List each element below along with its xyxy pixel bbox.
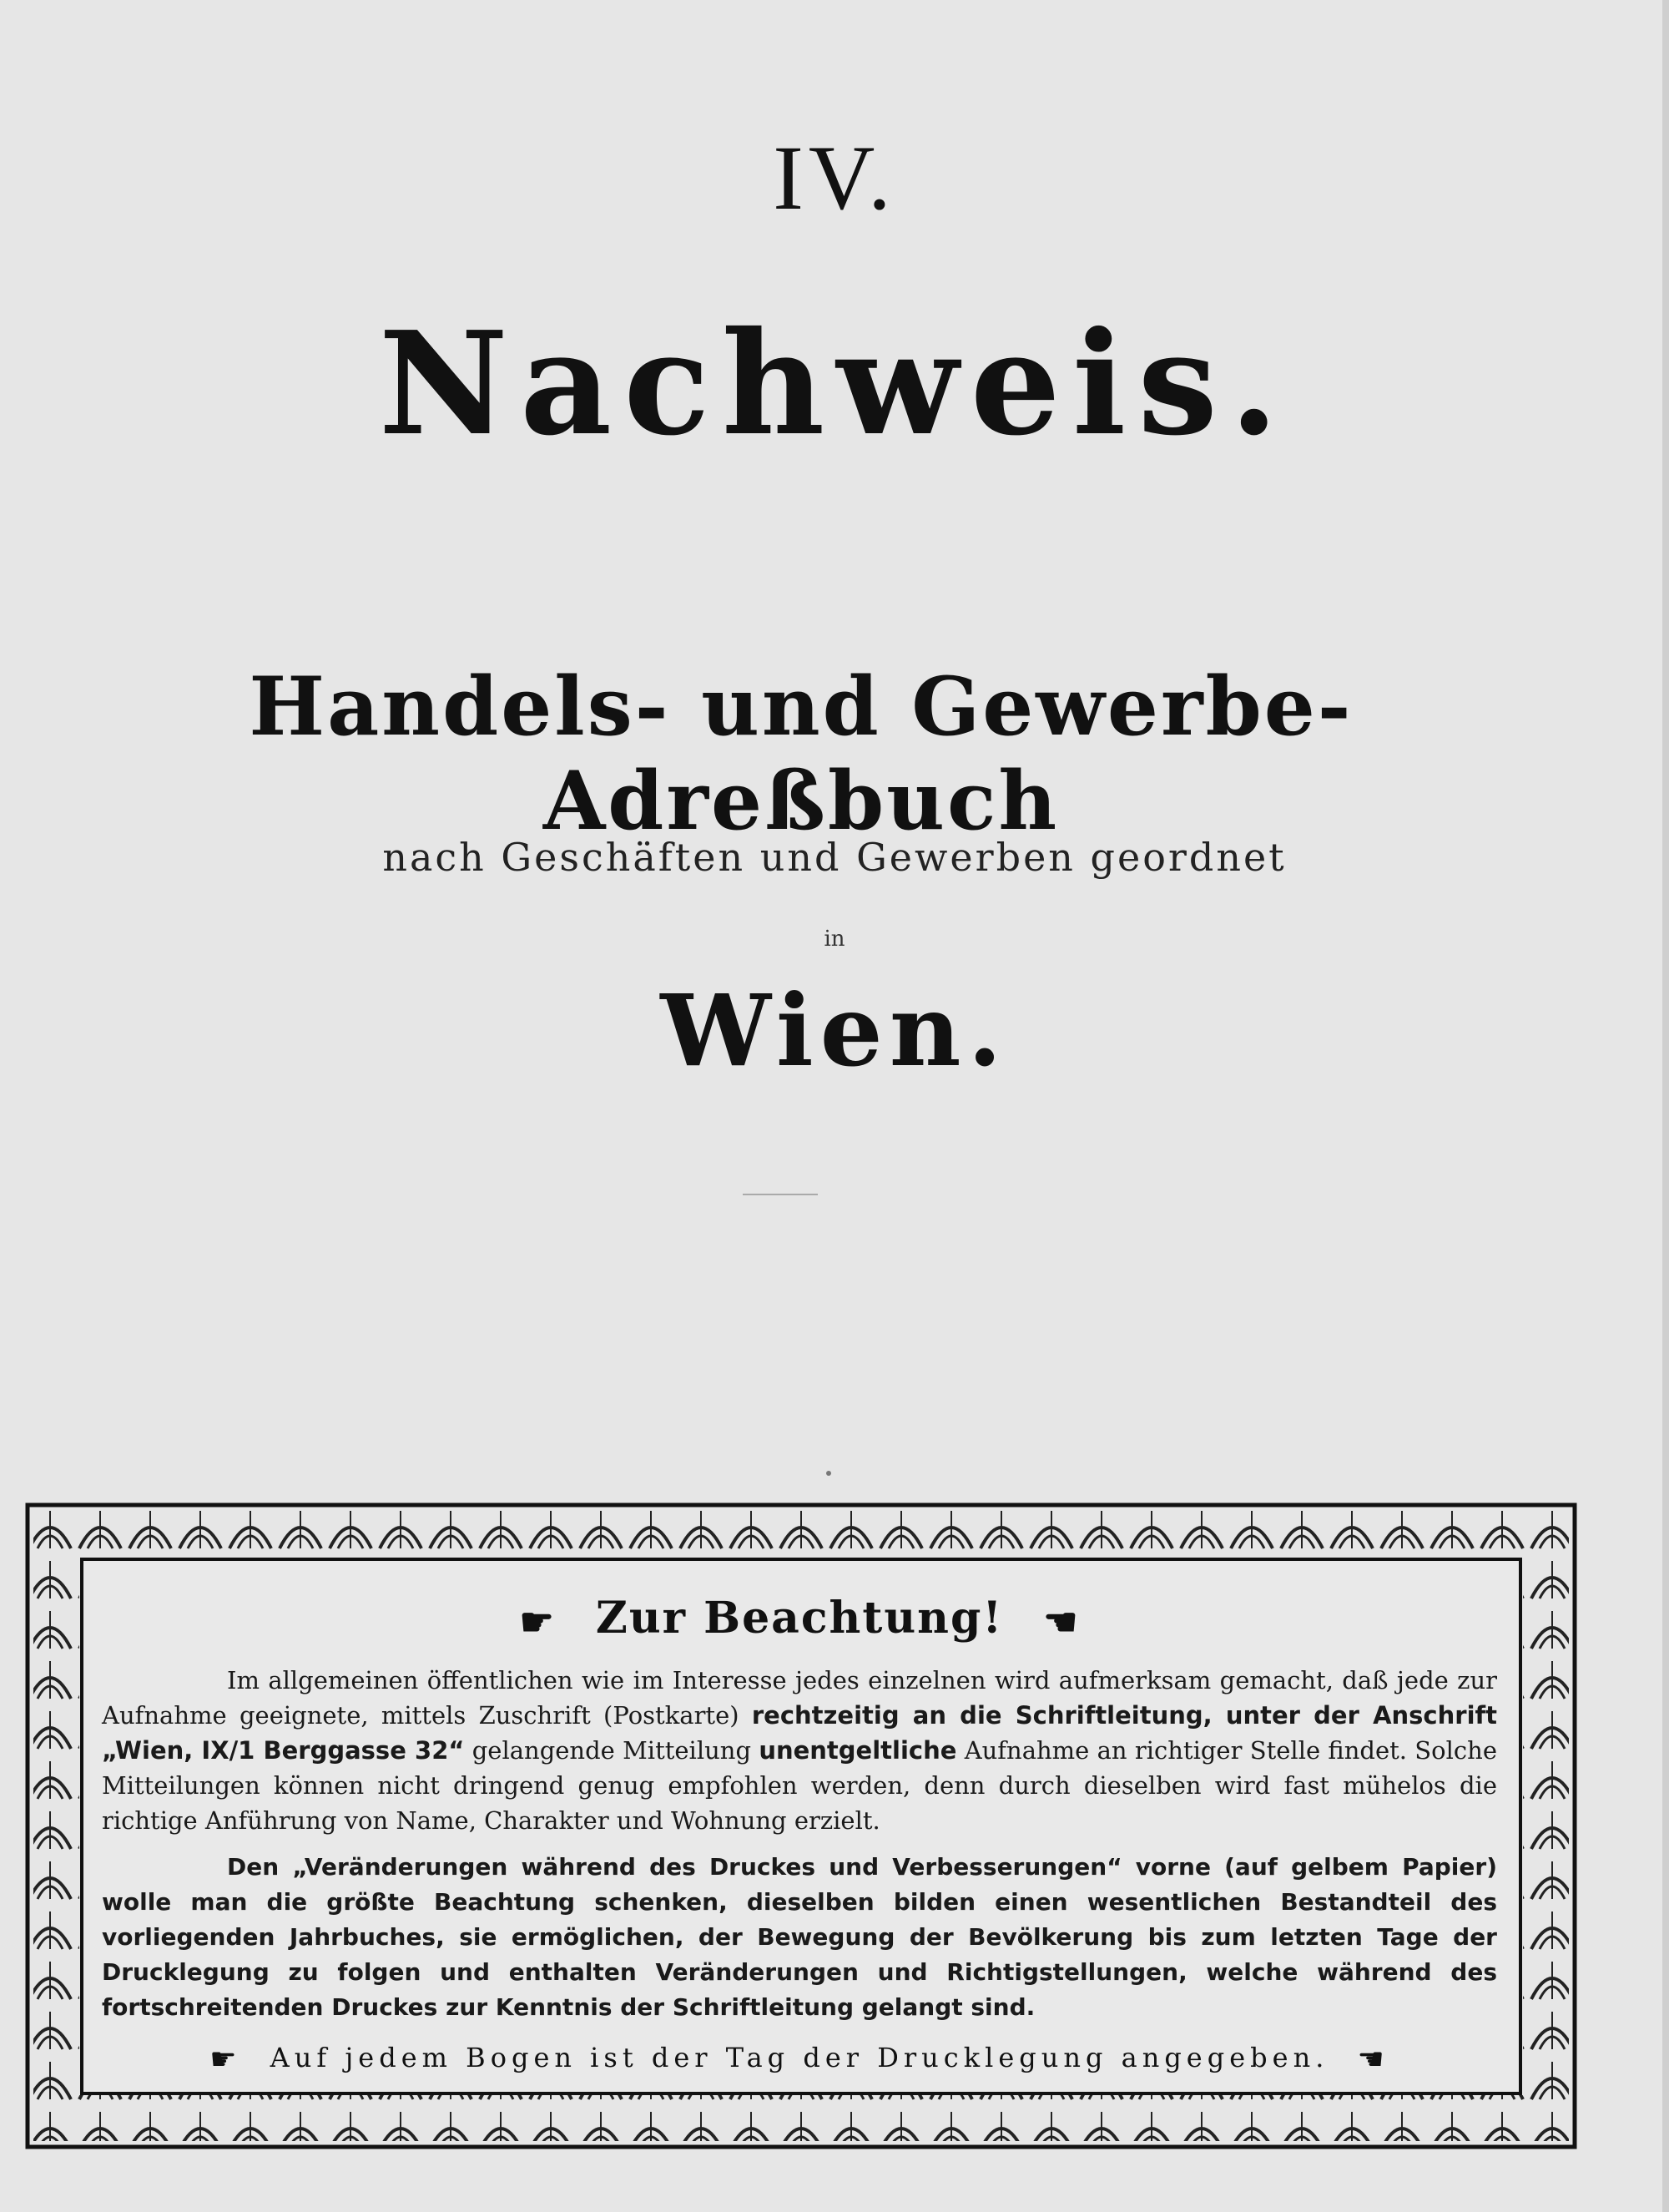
book-subtitle: Handels- und Gewerbe-Adreßbuch — [249, 659, 1354, 848]
pointing-hand-right-icon: ☛ — [209, 2042, 242, 2077]
para1-text-3: Aufnahme an richtiger Stelle findet. Solche Mitteilungen können nicht dringend genug empfohlen werden, denn durch dieselben wird fast mühelos die richtige Anführung von Name, Charakter und Wohnung erzielt. — [102, 1735, 1497, 1835]
pointing-hand-right-icon: ☛ — [519, 1598, 556, 1644]
pointing-hand-left-icon: ☚ — [1357, 2042, 1389, 2077]
page-heading: Nachweis. — [378, 300, 1291, 467]
ink-dot — [826, 1471, 831, 1476]
notice-footer — [90, 2042, 1509, 2077]
pointing-hand-left-icon: ☚ — [1043, 1598, 1080, 1644]
ordered-line: nach Geschäften und Gewerben geordnet — [382, 835, 1287, 880]
para1-text-2: gelangende Mitteilung — [464, 1735, 759, 1765]
divider-rule — [743, 1194, 818, 1195]
para1-bold-free: unentgeltliche — [759, 1735, 957, 1765]
para1-text-1: Im allgemeinen öffentlichen wie im Interesse jedes einzelnen wird aufmerksam gemacht, daß jede zur Aufnahme geeignete, mittels Zuschrift (Postkarte) — [102, 1665, 1497, 1730]
notice-title-row — [90, 1593, 1509, 1644]
notice-paragraph-2: Den „Veränderungen während des Druckes und Verbesserungen“ vorne (auf gelbem Papier) wolle man die größte Beachtung schenken, dieselben bilden einen wesentlichen Bestandteil des vorliegenden Jahrbuches, sie ermöglichen, der Bewegung der Bevölkerung bis zum letzten Tage der Drucklegung zu folgen und enthalten Veränderungen und Richtigstellungen, welche während des fortschreitenden Druckes zur Kenntnis der Schriftleitung gelangt sind. — [102, 1852, 1497, 2021]
notice-footer-text: Auf jedem Bogen ist der Tag der Drucklegung angegeben. — [270, 2041, 1329, 2073]
in-word: in — [824, 927, 845, 952]
para1-bold-address: rechtzeitig an die Schriftleitung, unter der Anschrift „Wien, IX/1 Berggasse 32“ — [102, 1700, 1497, 1765]
part-number: IV. — [773, 127, 896, 229]
city-name: Wien. — [660, 972, 1009, 1088]
notice-content — [90, 1561, 1509, 2095]
notice-paragraph-1 — [102, 1663, 1497, 1838]
notice-title: Zur Beachtung! — [595, 1593, 1004, 1644]
notice-box — [25, 1502, 1577, 2149]
